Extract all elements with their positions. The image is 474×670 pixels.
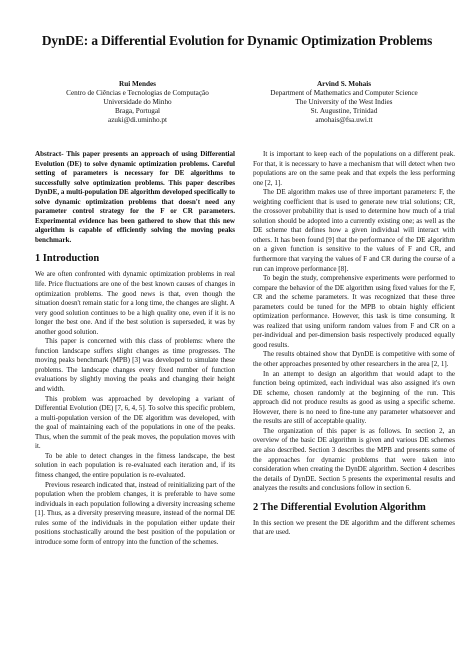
author-location: St. Augustine, Trinidad — [310, 106, 378, 115]
paragraph: The results obtained show that DynDE is competitive with some of the other approaches presented by other researchers in the area [2, 1]. — [253, 350, 455, 369]
section-heading: 1 Introduction — [35, 253, 100, 265]
right-column — [253, 150, 455, 538]
author-affiliation: Centro de Ciências e Tecnologias de Computação — [66, 88, 209, 97]
left-column — [35, 150, 235, 547]
author-affiliation: Department of Mathematics and Computer Science — [270, 88, 418, 97]
paragraph: The organization of this paper is as follows. In section 2, an overview of the basic DE algorithm is given and various DE schemes are also described. Section 3 describes the MPB and presents some of the approaches for dynamic problems that were taken into consideration when creating the DynDE algorithm. Section 4 describes the details of DynDE. Section 5 presents the experimental results and analyzes the results and conclusions follow in section 6. — [253, 426, 455, 493]
author-block-1 — [40, 80, 235, 125]
paragraph: The DE algorithm makes use of three important parameters: F, the weighting coefficient that is used to generate new trial solutions; CR, the crossover probability that is used to determine how much of a trial solution should be adopted into a currently existing one; as well as the DE scheme that defines how a given individual will interact with others. It has been found [9] that the performance of the DE algorithm on a given function is sensitive to the values of F and CR, and furthermore that varying the values of F and CR during the course of a run can improve performance [8]. — [253, 188, 455, 273]
paragraph: To begin the study, comprehensive experiments were performed to compare the behavior of the DE algorithm using fixed values for the F, CR and the scheme parameters. It was recognized that these three parameters could be tuned for the MPB to obtain highly efficient optimization performance. However, this task is time consuming. It was realized that using uniform random values from F and CR on a per-individual and per-dimension basis respectively produced equally good results. — [253, 274, 455, 349]
paragraph: In this section we present the DE algorithm and the different schemes that are used. — [253, 518, 455, 537]
paragraph: We are often confronted with dynamic optimization problems in real life. Price fluctuations are one of the best known causes of changes in optimization problems. The good news is that, even though the situation doesn't remain static for a long time, the changes are slight. A very good solution continues to be a high quality one, even if it is no longer the best one. And if the best solution is superseded, it was by another good solution. — [35, 270, 235, 336]
author-institution: The University of the West Indies — [295, 97, 393, 106]
paragraph: This problem was approached by developing a variant of Differential Evolution (DE) [7, 6, 4, 5]. To solve this specific problem, a multi-population version of the DE algorithm was developed, with the goal of maintaining each of the populations in one of the peaks. Thus, when the summit of the peak moves, the population moves with it. — [35, 394, 235, 451]
author-location: Braga, Portugal — [114, 106, 161, 115]
author-name: Rui Mendes — [119, 80, 156, 88]
paragraph: In an attempt to design an algorithm that would adapt to the function being optimized, each individual was also assigned it's own DE scheme, chosen randomly at the beginning of the run. This approach did not produce results as good as using a specific scheme. However, there is no need to fine-tune any parameter whatsoever and the results are still of acceptable quality. — [253, 369, 455, 426]
paragraph: Previous research indicated that, instead of reinitializing part of the population when the problem changes, it is preferable to have some individuals in each population following a diversity increasing scheme [1]. Thus, as a diversity preserving measure, instead of the normal DE rules some of the individuals in the population either update their positions stochastically around the best position of the population or introduce some form of entropy into the function of the schemes. — [35, 480, 235, 546]
author-email: azuki@di.uminho.pt — [108, 115, 167, 124]
paragraph: To be able to detect changes in the fitness landscape, the best solution in each population is re-evaluated each iteration and, if its fitness changed, the entire population is re-evaluated. — [35, 451, 235, 479]
abstract: Abstract- This paper presents an approach of using Differential Evolution (DE) to solve dynamic optimization problems. Careful setting of parameters is necessary for DE algorithms to successfully solve optimization problems. This paper describes DynDE, a multi-population DE algorithm developed specifically to solve dynamic optimization problems that doesn't need any parameter control strategy for the F or CR parameters. Experimental evidence has been gathered to show that this new algorithm is capable of efficiently solving the moving peaks benchmark. — [35, 150, 235, 244]
author-email: amohais@fsa.uwi.tt — [315, 115, 373, 124]
paragraph: It is important to keep each of the populations on a different peak. For that, it is necessary to have a mechanism that will detect when two populations are on the same peak and that expels the less performing one [2, 1]. — [253, 150, 455, 187]
section-heading: 2 The Differential Evolution Algorithm — [253, 501, 426, 513]
author-institution: Universidade do Minho — [103, 97, 172, 106]
paper-title: DynDE: a Differential Evolution for Dynamic Optimization Problems — [41, 33, 433, 48]
author-name: Arvind S. Mohais — [316, 80, 372, 88]
author-block-2 — [244, 80, 444, 125]
paragraph: This paper is concerned with this class of problems: where the function landscape suffers slight changes as time progresses. The moving peaks benchmark (MPB) [3] was developed to simulate these problems. The landscape changes every fixed number of function evaluations by slightly moving the peaks and changing their height and width. — [35, 337, 235, 394]
